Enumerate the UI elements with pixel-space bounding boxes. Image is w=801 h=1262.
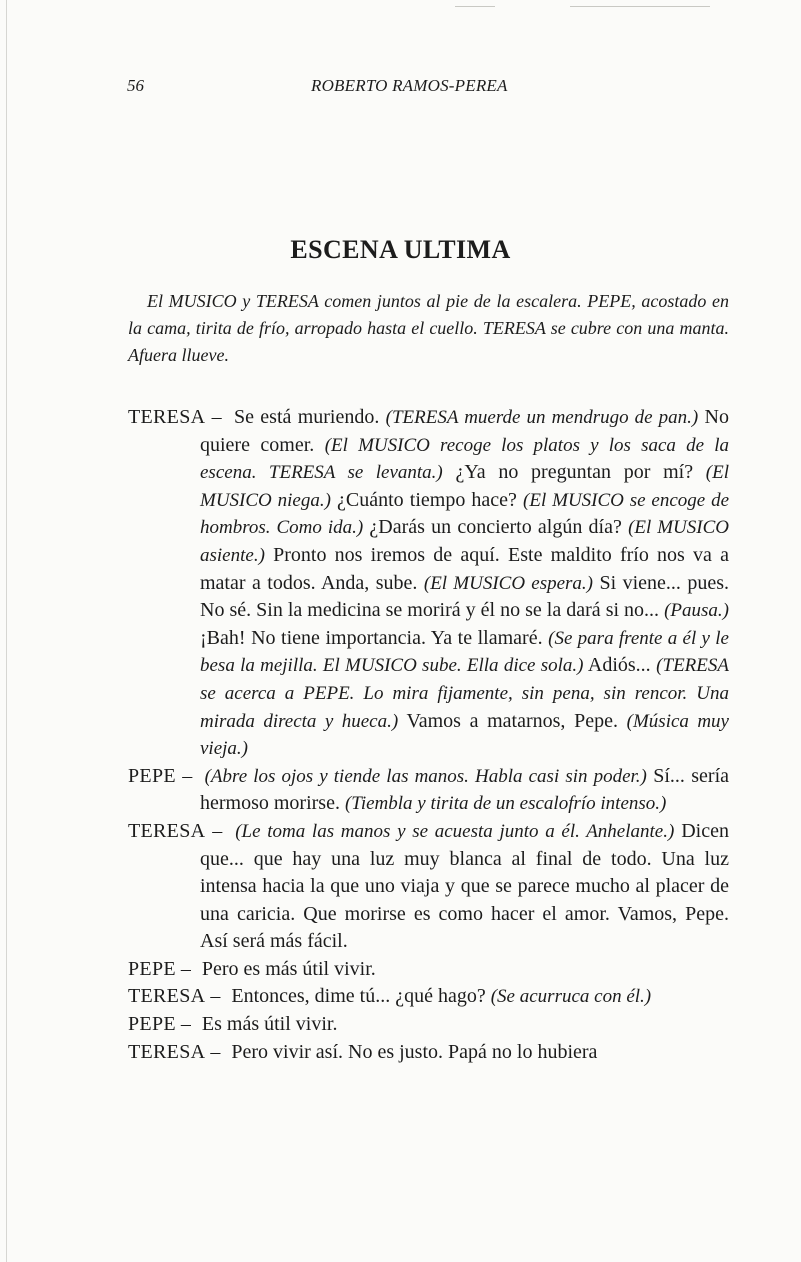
page-edge-line [6,0,7,1262]
spoken-line: Adiós... [583,654,657,677]
spoken-line: ¿Darás un concierto algún día? [363,516,629,539]
dialogue [128,404,729,1066]
speech [128,956,729,984]
spoken-line: Se está muriendo. [233,406,386,428]
speech [128,404,729,763]
spoken-line: ¡Bah! No tiene importancia. Ya te llamaré. [200,626,549,649]
spoken-line: Vamos a matarnos, Pepe. [398,709,627,732]
speaker-name: TERESA [128,819,206,842]
spoken-line: Es más útil vivir. [201,1013,338,1036]
spoken-line: No quiere comer. [200,406,730,456]
speaker-name: TERESA [128,1040,206,1063]
speech [128,1011,729,1039]
speech [128,983,729,1011]
spoken-line: Pero vivir así. No es justo. Papá no lo hubiera [231,1040,598,1063]
speaker-dash: – [205,985,221,1008]
speaker-dash: – [205,406,222,428]
spoken-line: Pero es más útil vivir. [201,957,376,980]
stage-direction: (Música muy vieja.) [200,710,729,760]
running-head: ROBERTO RAMOS-PEREA [311,76,508,95]
stage-direction: (El MUSICO se encoge de hombros. Como ida.) [200,489,729,539]
speech [128,763,729,818]
spoken-line: Pronto nos iremos de aquí. Este maldito frío nos va a matar a todos. Anda, sube. [200,543,729,594]
stage-direction: (El MUSICO asiente.) [200,517,729,566]
speech [128,1039,729,1067]
scan-artifact [455,6,495,7]
stage-direction: (Abre los ojos y tiende las manos. Habla casi sin poder.) [204,765,647,787]
spoken-line: Dicen que... que hay una luz muy blanca al final de todo. Una luz intensa hacia la que uno viaja y que se parece mucho al placer de una caricia. Que morirse es como hacer el amor. Vamos, Pepe. Así será más fácil. [200,819,729,953]
scene-title: ESCENA ULTIMA [290,235,511,264]
page-number: 56 [127,76,144,95]
speaker-dash: – [175,764,193,787]
spoken-line: Entonces, dime tú... ¿qué hago? [231,985,491,1008]
spoken-line: Sí... sería hermoso morirse. [200,764,730,815]
stage-direction: (TERESA muerde un mendrugo de pan.) [385,407,699,428]
speaker-name: PEPE [128,1013,176,1036]
spoken-line: ¿Ya no preguntan por mí? [442,461,706,484]
page-header [0,76,801,100]
stage-direction: (Tiembla y tirita de un escalofrío intenso.) [344,793,667,815]
stage-direction: (Se para frente a él y le besa la mejilla. El MUSICO sube. Ella dice sola.) [200,627,729,677]
speech [128,818,729,956]
stage-direction: (TERESA se acerca a PEPE. Lo mira fijamente, sin pena, sin rencor. Una mirada directa y hueca.) [200,655,729,732]
spoken-line: Si viene... pues. No sé. Sin la medicina se morirá y él no se la dará si no... [200,571,730,622]
stage-direction: (Le toma las manos y se acuesta junto a él. Anhelante.) [235,820,675,842]
speaker-dash: – [175,1013,191,1036]
speaker-name: PEPE [128,764,176,787]
stage-direction: (Pausa.) [664,600,729,622]
stage-direction: (El MUSICO espera.) [423,572,593,594]
speaker-dash: – [175,957,191,980]
stage-direction: (Se acurruca con él.) [490,986,652,1008]
speaker-dash: – [205,1040,221,1063]
speaker-dash: – [205,819,223,842]
speaker-name: TERESA [128,406,206,428]
speaker-name: PEPE [128,957,176,980]
scan-artifact [570,6,710,7]
stage-direction-intro: El MUSICO y TERESA comen juntos al pie de la escalera. PEPE, acostado en la cama, tirita de frío, arropado hasta el cuello. TERESA se cubre con una manta. Afuera llueve. [128,291,729,365]
stage-direction: (El MUSICO recoge los platos y los saca de la escena. TERESA se levanta.) [200,434,729,484]
spoken-line: ¿Cuánto tiempo hace? [330,488,524,511]
stage-direction: (El MUSICO niega.) [200,462,729,511]
speaker-name: TERESA [128,985,206,1008]
